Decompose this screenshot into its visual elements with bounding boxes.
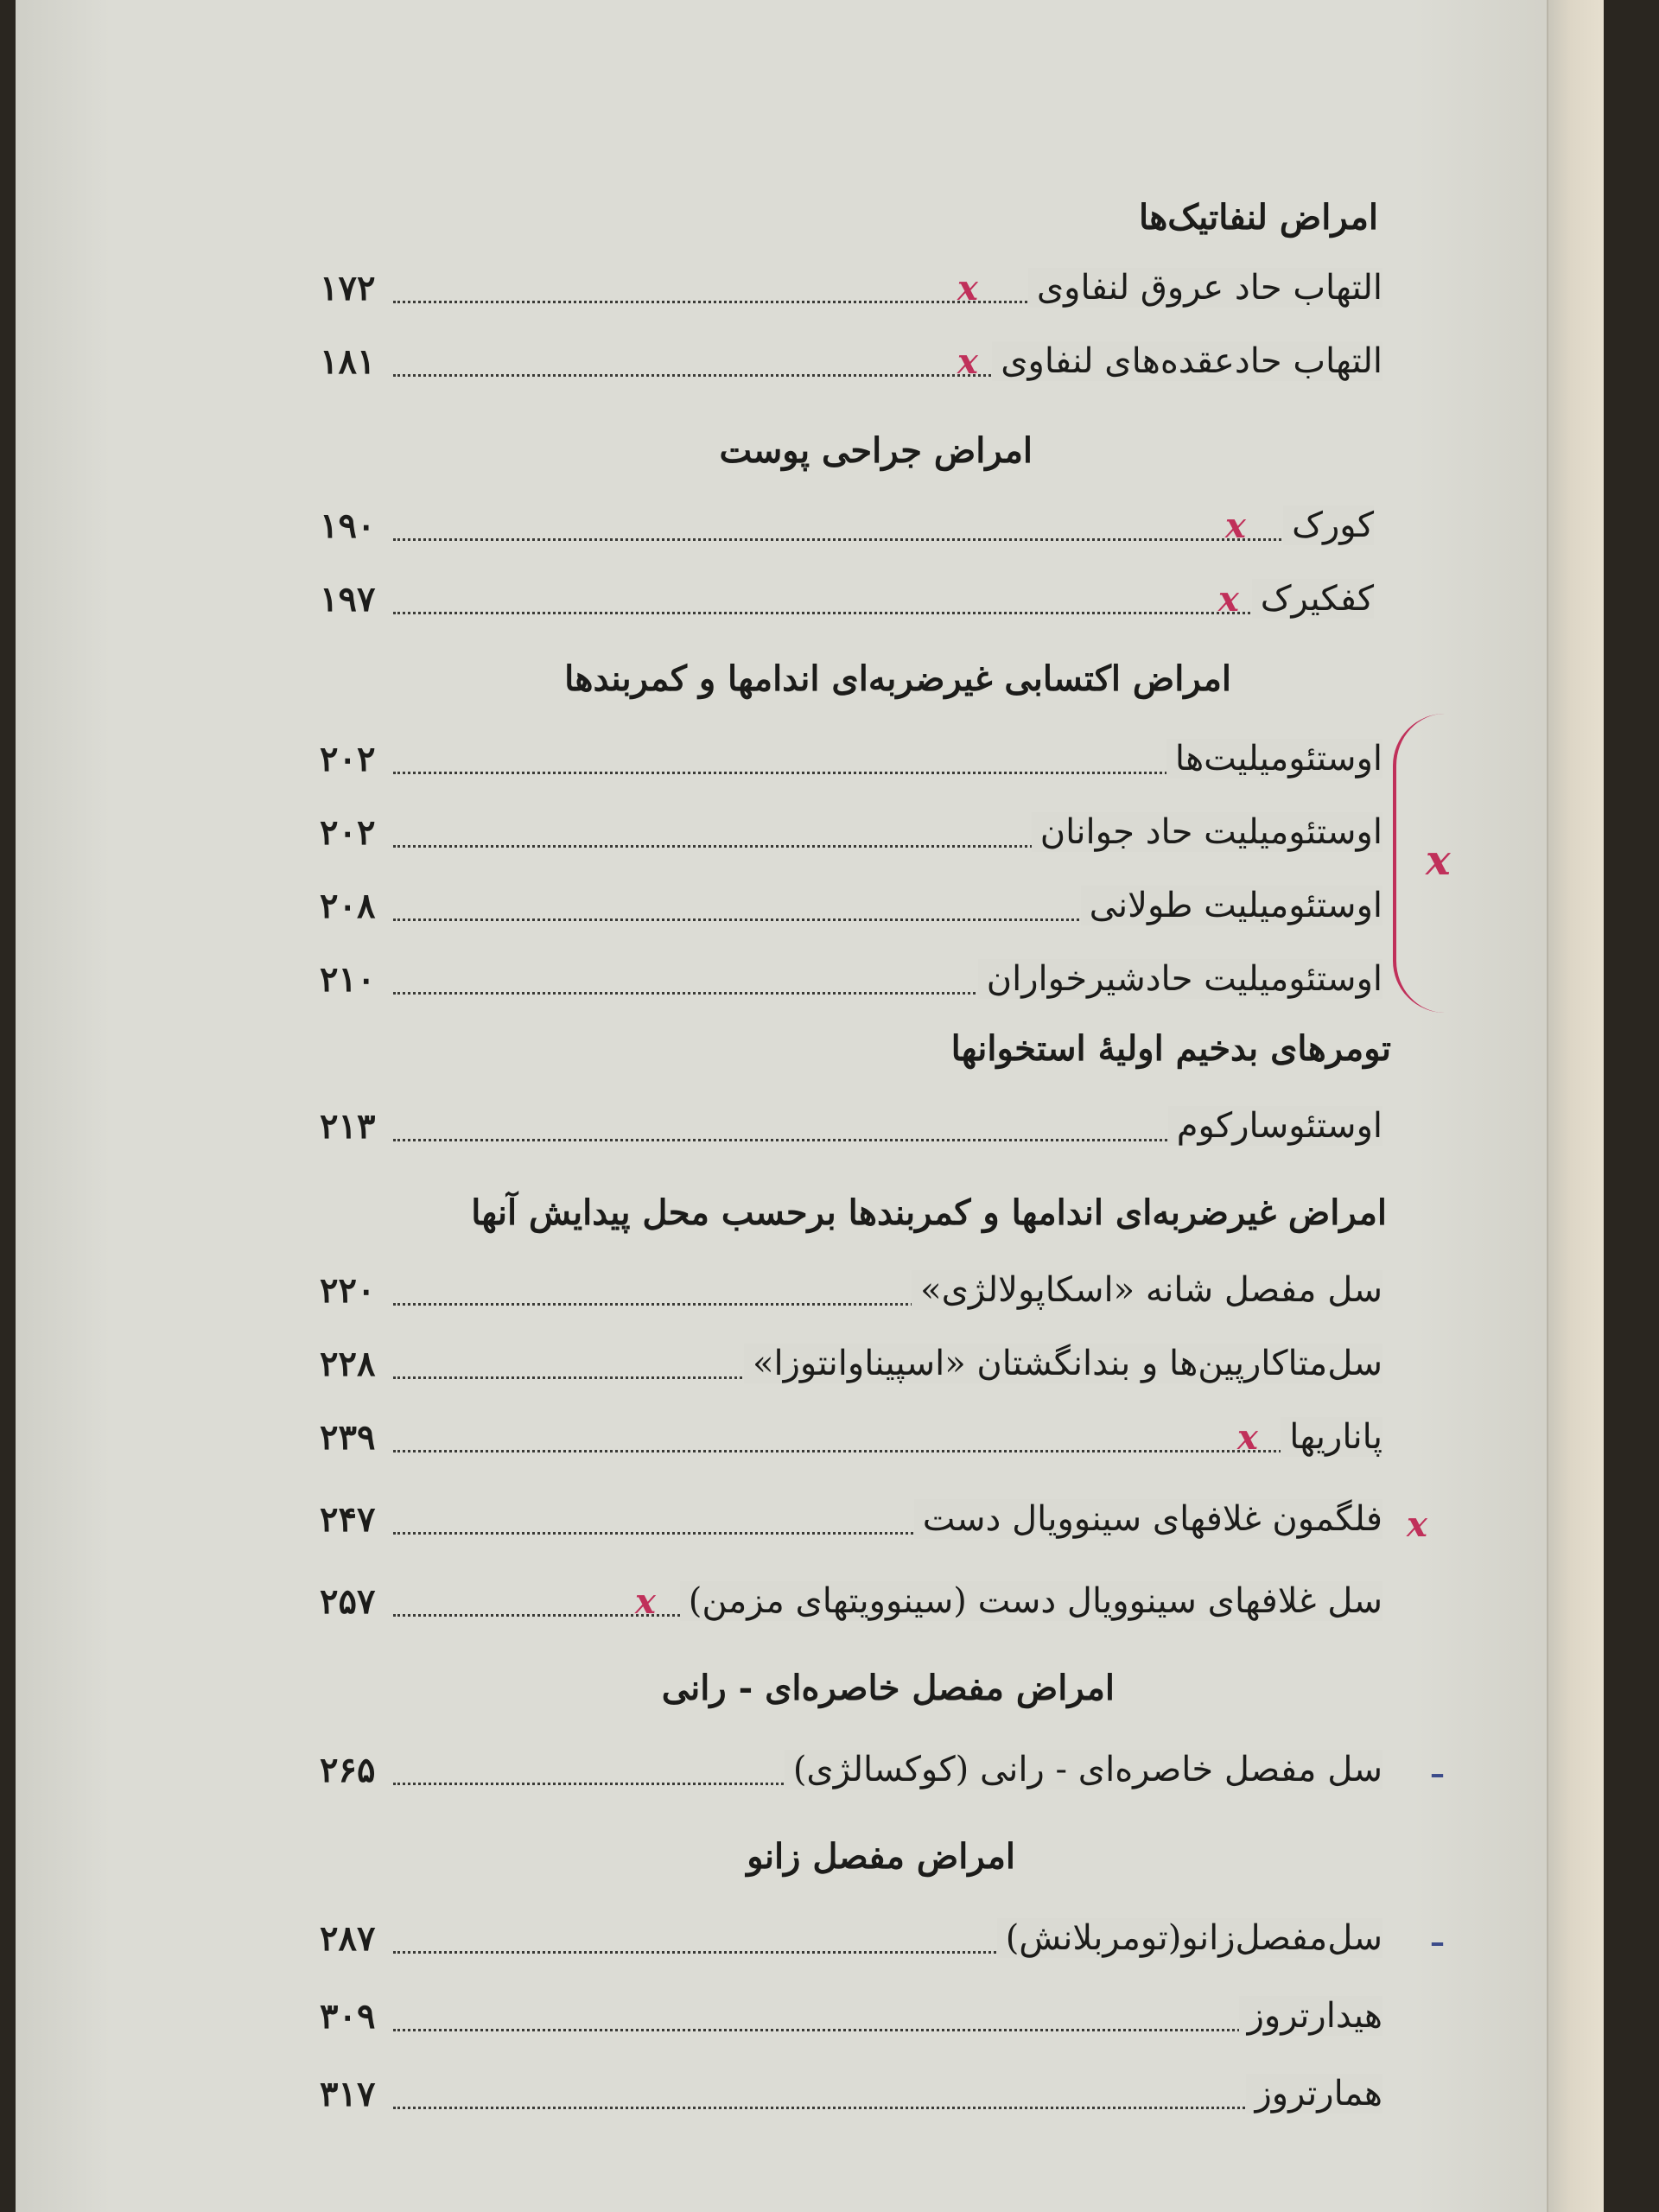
section-heading: امراض اکتسابی غیرضربه‌ای اندامها و کمربندها [564, 658, 1231, 699]
page-number: ۲۲۰ [320, 1270, 376, 1311]
page-number: ۲۸۷ [320, 1918, 376, 1959]
toc-entry[interactable] [0, 341, 1659, 402]
toc-entry[interactable] [0, 1918, 1659, 1979]
entry-title: اوستئومیلیت حاد جوانان [1032, 812, 1382, 852]
entry-title: کفکیرک [1252, 579, 1374, 619]
entry-title: التهاب حادعقده‌های لنفاوی [992, 341, 1382, 381]
page-number: ۲۲۸ [320, 1344, 376, 1384]
toc-entry[interactable] [0, 1417, 1659, 1478]
entry-title: پاناریها [1281, 1417, 1382, 1457]
section-heading: امراض مفصل خاصره‌ای - رانی [661, 1668, 1115, 1708]
dot-leader [393, 1450, 1374, 1452]
page-number: ۲۱۰ [320, 959, 376, 1000]
entry-title: اوستئوسارکوم [1168, 1106, 1382, 1146]
checkmark-icon: x [1237, 1417, 1258, 1458]
page-number: ۱۹۷ [320, 579, 376, 620]
section-heading: امراض غیرضربه‌ای اندامها و کمربندها برحسب محل پیدایش آنها [471, 1192, 1387, 1233]
entry-title: سل مفصل خاصره‌ای - رانی (کوکسالژی) [785, 1750, 1382, 1789]
checkmark-icon: x [957, 341, 978, 382]
checkmark-icon: x [1407, 1504, 1427, 1545]
toc-entry[interactable] [0, 1344, 1659, 1404]
checkmark-icon: x [1225, 505, 1246, 546]
checkmark-icon: x [957, 268, 978, 308]
toc-entry[interactable] [0, 505, 1659, 566]
pencil-dash-mark: – [1430, 1925, 1445, 1960]
entry-title: سل مفصل شانه «اسکاپولالژی» [912, 1270, 1382, 1310]
page-number: ۱۷۲ [320, 268, 376, 308]
toc-entry[interactable] [0, 1106, 1659, 1166]
page-number: ۲۰۸ [320, 886, 376, 926]
page-number: ۱۹۰ [320, 505, 376, 546]
page-number: ۳۰۹ [320, 1996, 376, 2037]
toc-entry[interactable] [0, 268, 1659, 328]
entry-title: فلگمون غلافهای سینوویال دست [914, 1499, 1382, 1539]
page-number: ۲۳۹ [320, 1417, 376, 1458]
entry-title: همارتروز [1246, 2074, 1382, 2113]
checkmark-icon: x [1218, 579, 1239, 620]
section-heading: امراض جراحی پوست [719, 430, 1033, 471]
entry-title: هیدارتروز [1239, 1996, 1382, 2036]
section-heading: امراض مفصل زانو [747, 1836, 1015, 1877]
page-number: ۲۶۵ [320, 1750, 376, 1790]
entry-title: اوستئومیلیت‌ها [1166, 739, 1382, 779]
page-number: ۲۵۷ [320, 1581, 376, 1622]
entry-title: اوستئومیلیت حادشیرخواران [978, 959, 1382, 999]
toc-entry[interactable] [0, 1750, 1659, 1810]
toc-entry[interactable] [0, 1996, 1659, 2056]
toc-entry[interactable] [0, 1270, 1659, 1331]
dot-leader [393, 2029, 1374, 2031]
pencil-dash-mark: – [1430, 1757, 1445, 1791]
page-number: ۲۰۲ [320, 739, 376, 779]
toc-entry[interactable] [0, 579, 1659, 639]
toc-entry[interactable] [0, 1499, 1659, 1560]
section-heading: تومرهای بدخیم اولیهٔ استخوانها [950, 1028, 1391, 1069]
toc-entry[interactable] [0, 1581, 1659, 1642]
entry-title: اوستئومیلیت طولانی [1081, 886, 1382, 925]
toc-entry[interactable] [0, 2074, 1659, 2134]
entry-title: کورک [1283, 505, 1374, 545]
entry-title: التهاب حاد عروق لنفاوی [1028, 268, 1382, 308]
page-number: ۱۸۱ [320, 341, 376, 382]
checkmark-icon: x [1426, 836, 1451, 885]
dot-leader [393, 2107, 1374, 2109]
page-number: ۲۱۳ [320, 1106, 376, 1147]
checkmark-icon: x [635, 1581, 656, 1622]
entry-title: سل‌مفصل‌زانو(تومربلانش) [997, 1918, 1382, 1958]
page-number: ۲۰۲ [320, 812, 376, 853]
section-heading: امراض لنفاتیک‌ها [1139, 197, 1378, 238]
entry-title: سل‌متاکارپین‌ها و بندانگشتان «اسپیناوانتوزا» [744, 1344, 1382, 1383]
entry-title: سل غلافهای سینوویال دست (سینوویتهای مزمن) [680, 1581, 1382, 1621]
page-number: ۲۴۷ [320, 1499, 376, 1540]
page-number: ۳۱۷ [320, 2074, 376, 2114]
